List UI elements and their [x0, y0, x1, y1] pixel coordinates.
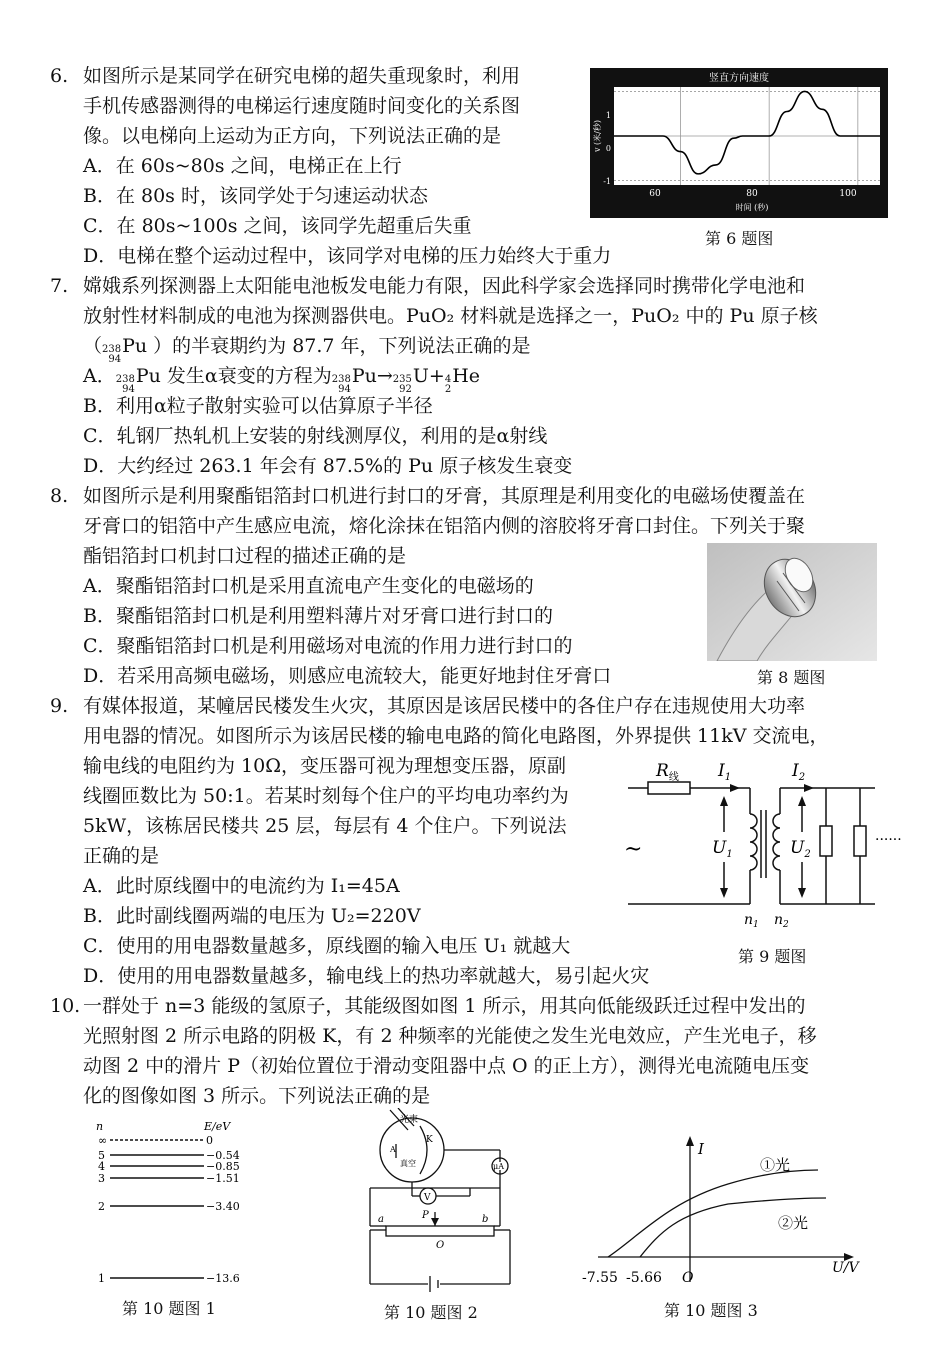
stem-line: 手机传感器测得的电梯运行速度随时间变化的关系图: [83, 95, 521, 117]
option-d: D．电梯在整个运动过程中，该同学对电梯的压力始终大于重力: [83, 245, 612, 267]
stem-line: （ 238 94 Pu ）的半衰期约为 87.7 年，下列说法正确的是: [83, 335, 531, 365]
level-n: ∞: [98, 1134, 108, 1147]
level-energy: −13.6: [206, 1272, 240, 1285]
origin-label: O: [682, 1270, 694, 1286]
option-c: C．使用的用电器数量越多，原线圈的输入电压 U₁ 就越大: [83, 935, 571, 957]
vacuum-label: 真空: [400, 1159, 416, 1168]
e-header: E/eV: [204, 1120, 231, 1133]
figure-caption: 第 8 题图: [757, 668, 826, 687]
option-b: B．此时副线圈两端的电压为 U₂=220V: [83, 905, 421, 927]
x-tick: 80: [746, 189, 758, 199]
anode-label: A: [390, 1145, 396, 1154]
level-energy: −0.85: [206, 1160, 240, 1173]
voltmeter-label: V: [424, 1193, 431, 1203]
question-number: 7.: [50, 275, 69, 297]
option-d: D．若采用高频电磁场，则感应电流较大，能更好地封住牙膏口: [83, 665, 612, 687]
stem-line: 线圈匝数比为 50:1。若某时刻每个住户的平均电功率约为: [83, 785, 569, 807]
stem-line: 输电线的电阻约为 10Ω，变压器可视为理想变压器，原副: [83, 755, 566, 777]
photocurrent-graph: [578, 1132, 868, 1292]
x-axis-label: U/V: [832, 1260, 859, 1276]
option-c: C．聚酯铝箔封口机是利用磁场对电流的作用力进行封口的: [83, 635, 573, 657]
option-a: A． 238 94 Pu 发生α衰变的方程为 238 94 Pu→ 235 92 U+ 4 2 He: [83, 365, 481, 395]
level-energy: −0.54: [206, 1149, 240, 1162]
figure-caption: 第 10 题图 2: [384, 1303, 478, 1322]
figure-caption: 第 10 题图 1: [122, 1299, 216, 1318]
option-b: B．聚酯铝箔封口机是利用塑料薄片对牙膏口进行封口的: [83, 605, 553, 627]
svg-text:n2: $n_2$: [774, 912, 789, 930]
stop-voltage-1: -7.55: [582, 1270, 618, 1286]
figure-caption: 第 6 题图: [705, 229, 774, 248]
option-a: A．此时原线圈中的电流约为 I₁=45A: [83, 875, 400, 897]
end-a-label: a: [378, 1214, 384, 1225]
end-b-label: b: [482, 1214, 489, 1225]
question-number: 8.: [50, 485, 69, 507]
level-n: 1: [98, 1272, 105, 1285]
svg-text:R线: $R_线$: [656, 761, 679, 783]
stem-line: 动图 2 中的滑片 P（初始位置位于滑动变阻器中点 O 的正上方），测得光电流随电压变: [83, 1055, 810, 1077]
stop-voltage-2: -5.66: [626, 1270, 662, 1286]
level-energy: 0: [206, 1134, 213, 1147]
stem-line: 像。以电梯向上运动为正方向，下列说法正确的是: [83, 125, 502, 147]
svg-text:I1: $I_1$: [718, 761, 732, 783]
question-number: 9.: [50, 695, 69, 717]
stem-line: 酯铝箔封口机封口过程的描述正确的是: [83, 545, 407, 567]
stem-line: 一群处于 n=3 能级的氢原子，其能级图如图 1 所示，用其向低能级跃迁过程中发出的: [83, 995, 806, 1017]
stem-line: 如图所示是利用聚酯铝箔封口机进行封口的牙膏，其原理是利用变化的电磁场使覆盖在: [83, 485, 806, 507]
light-2-label: ②光: [778, 1214, 809, 1232]
stem-line: 化的图像如图 3 所示。下列说法正确的是: [83, 1085, 431, 1107]
velocity-chart: [590, 68, 888, 218]
stem-line: 如图所示是某同学在研究电梯的超失重现象时，利用: [83, 65, 521, 87]
ac-source-symbol: ~: [624, 837, 643, 862]
stem-line: 有媒体报道，某幢居民楼发生火灾，其原因是该居民楼中的各住户存在违规使用大功率: [83, 695, 806, 717]
option-d: D．使用的用电器数量越多，输电线上的热功率就越大，易引起火灾: [83, 965, 650, 987]
svg-text:n1: $n_1$: [744, 912, 759, 930]
stem-line: 用电器的情况。如图所示为该居民楼的输电电路的简化电路图，外界提供 11kV 交流电，: [83, 725, 829, 747]
stem-line: 光照射图 2 所示电路的阴极 K，有 2 种频率的光能使之发生光电效应，产生光电子，移: [83, 1025, 817, 1047]
photoelectric-circuit-diagram: [350, 1108, 530, 1293]
svg-text:U2: $U_2$: [790, 838, 811, 860]
cathode-label: K: [426, 1135, 433, 1145]
level-n: 3: [98, 1172, 105, 1185]
level-energy: −1.51: [206, 1172, 240, 1185]
svg-text:U1: $U_1$: [712, 838, 733, 860]
level-n: 5: [98, 1149, 105, 1162]
slider-label: P: [422, 1210, 429, 1221]
toothpaste-photo: [707, 543, 877, 661]
y-tick: 1: [605, 111, 611, 120]
x-label: 时间 (秒): [735, 203, 769, 212]
question-number: 10.: [50, 995, 81, 1017]
option-c: C．轧钢厂热轧机上安装的射线测厚仪，利用的是α射线: [83, 425, 548, 447]
chart-title: 竖直方向速度: [709, 73, 769, 84]
option-a: A．在 60s~80s 之间，电梯正在上行: [83, 155, 402, 177]
option-a: A．聚酯铝箔封口机是采用直流电产生变化的电磁场的: [83, 575, 534, 597]
level-lines: [98, 1134, 240, 1285]
y-axis-label: I: [698, 1140, 704, 1158]
transmission-circuit-diagram: [620, 752, 920, 937]
stem-line: 嫦娥系列探测器上太阳能电池板发电能力有限，因此科学家会选择同时携带化学电池和: [83, 275, 806, 297]
microammeter-label: μA: [493, 1162, 504, 1171]
beam-label: 光束: [400, 1115, 419, 1125]
x-tick: 60: [649, 189, 661, 199]
svg-text:I2: $I_2$: [792, 761, 806, 783]
y-tick: 0: [605, 144, 611, 153]
option-b: B．在 80s 时，该同学处于匀速运动状态: [83, 185, 428, 207]
figure-caption: 第 9 题图: [738, 947, 807, 966]
x-tick: 100: [839, 189, 857, 199]
level-energy: −3.40: [206, 1200, 240, 1213]
pu-nuclide: 238 94: [102, 344, 122, 365]
figure-caption: 第 10 题图 3: [664, 1301, 758, 1320]
level-n: 4: [98, 1160, 105, 1173]
midpoint-label: O: [436, 1240, 445, 1251]
stem-line: 牙膏口的铝箔中产生感应电流，熔化涂抹在铝箔内侧的溶胶将牙膏口封住。下列关于聚: [83, 515, 806, 537]
question-number: 6.: [50, 65, 69, 87]
y-tick: -1: [603, 177, 611, 186]
option-d: D．大约经过 263.1 年会有 87.5%的 Pu 原子核发生衰变: [83, 455, 573, 477]
stem-line: 正确的是: [83, 845, 160, 867]
level-n: 2: [98, 1200, 105, 1213]
y-label: v (米/秒): [593, 120, 602, 152]
energy-level-diagram: [92, 1118, 252, 1293]
n-header: n: [96, 1120, 104, 1133]
stem-line: 5kW，该栋居民楼共 25 层，每层有 4 个住户。下列说法: [83, 815, 567, 837]
stem-line: 放射性材料制成的电池为探测器供电。PuO₂ 材料就是选择之一，PuO₂ 中的 Pu 原子核: [83, 305, 818, 327]
ellipsis: ······: [875, 832, 902, 848]
option-c: C．在 80s~100s 之间，该同学先超重后失重: [83, 215, 472, 237]
option-b: B．利用α粒子散射实验可以估算原子半径: [83, 395, 433, 417]
light-1-label: ①光: [760, 1156, 791, 1174]
